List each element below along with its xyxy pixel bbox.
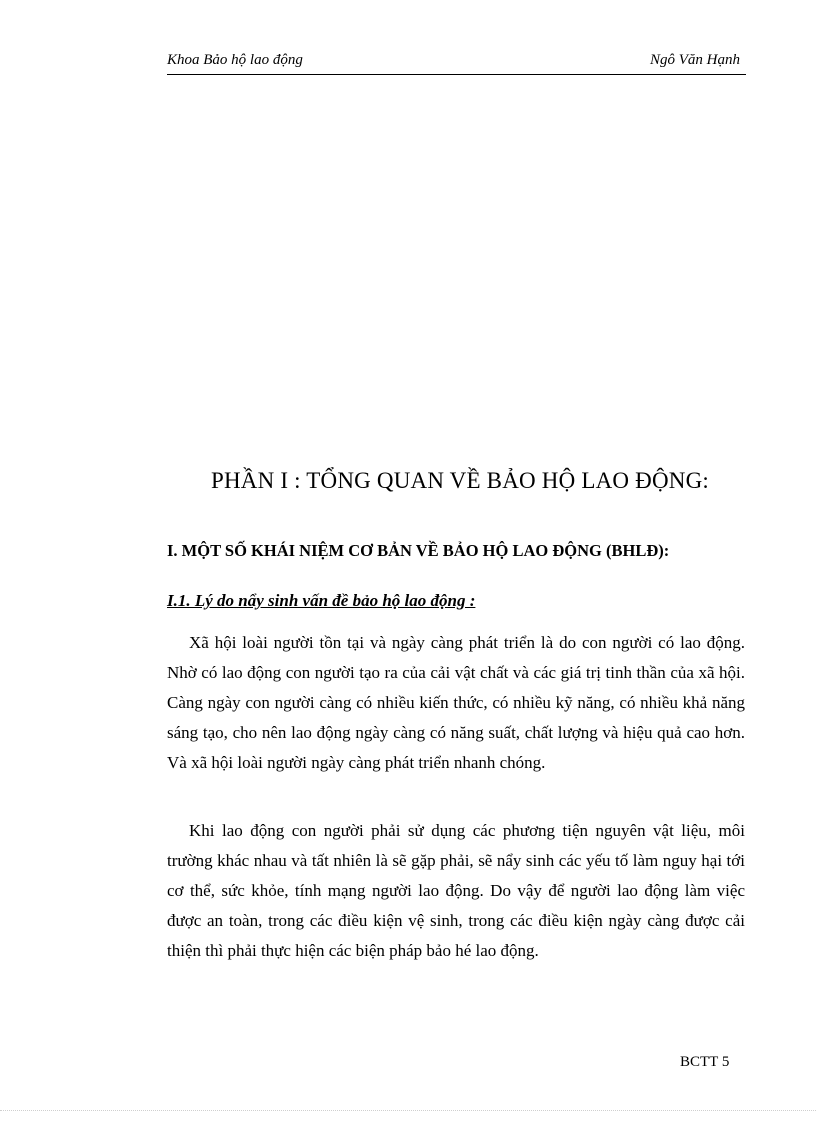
header-department: Khoa Bảo hộ lao động [167, 52, 303, 68]
section-title: I. MỘT SỐ KHÁI NIỆM CƠ BẢN VỀ BẢO HỘ LAO ĐỘNG (BHLĐ): [167, 541, 670, 560]
body-paragraph-2: Khi lao động con người phải sử dụng các phương tiện nguyên vật liệu, môi trường khác nhau và tất nhiên là sẽ gặp phải, sẽ nẩy sinh các yếu tố làm nguy hại tới cơ thể, sức khỏe, tính mạng người lao động. Do vậy để người lao động làm việc được an toàn, trong các điều kiện vệ sinh, trong các điều kiện ngày càng được cải thiện thì phải thực hiện các biện pháp bảo hé lao động. [167, 821, 745, 960]
subsection-title: I.1. Lý do nẩy sinh vấn đề bảo hộ lao động : [167, 591, 476, 610]
body-paragraph-1: Xã hội loài người tồn tại và ngày càng phát triển là do con người có lao động. Nhờ có lao động con người tạo ra của cải vật chất và các giá trị tinh thần của xã hội. Càng ngày con người càng có nhiều kiến thức, có nhiều kỹ năng, có nhiều khả năng sáng tạo, cho nên lao động ngày càng có năng suất, chất lượng và hiệu quả cao hơn. Và xã hội loài người ngày càng phát triển nhanh chóng. [167, 633, 745, 772]
part-title: PHẦN I : TỔNG QUAN VỀ BẢO HỘ LAO ĐỘNG: [210, 468, 710, 493]
header-author: Ngô Văn Hạnh [650, 52, 740, 68]
page-footer-label: BCTT 5 [680, 1054, 730, 1070]
page-bottom-divider [0, 1110, 816, 1111]
page-header [167, 52, 746, 75]
